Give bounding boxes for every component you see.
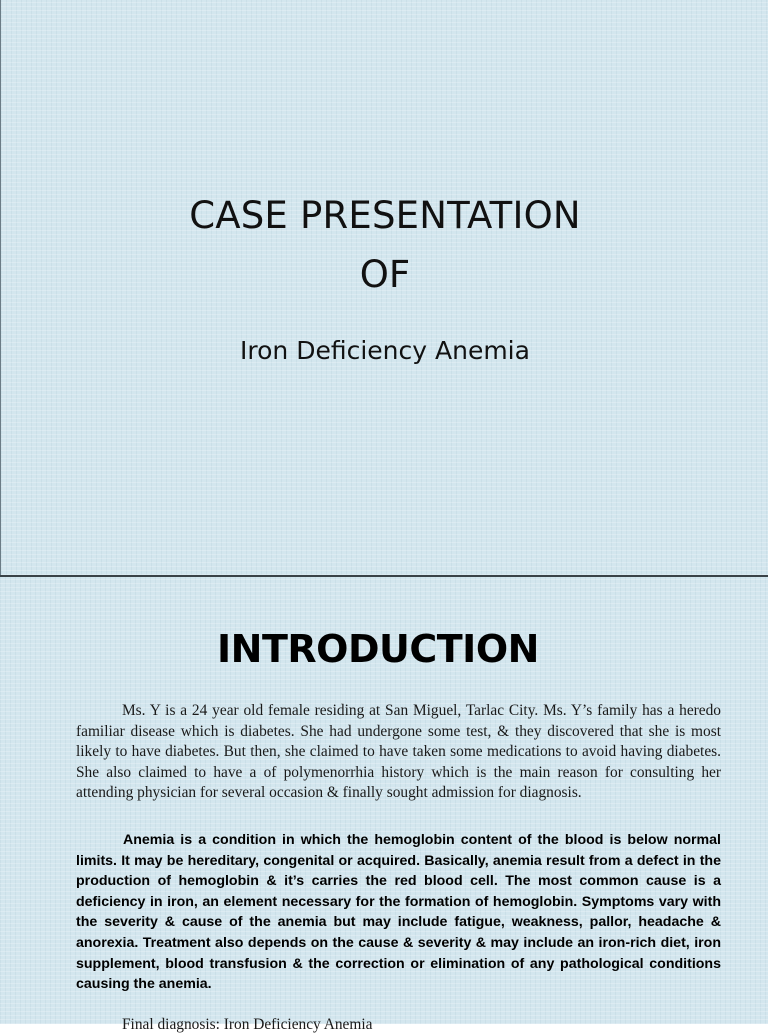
final-diagnosis-paragraph: Final diagnosis: Iron Deficiency Anemia (122, 1016, 373, 1033)
introduction-heading: INTRODUCTION (217, 627, 539, 671)
introduction-slide (0, 577, 768, 1033)
title-line-1: CASE PRESENTATION (189, 194, 581, 237)
title-line-2: OF (359, 253, 411, 296)
anemia-definition-paragraph: Anemia is a condition in which the hemoglobin content of the blood is below normal limits. It may be hereditary, congenital or acquired. Basically, anemia result from a defect in the production of hemoglobin & it’s carries the red blood cell. The most common cause is a deficiency in iron, an element necessary for the formation of hemoglobin. Symptoms vary with the severity & cause of the anemia but may include fatigue, weakness, pallor, headache & anorexia. Treatment also depends on the cause & severity & may include an iron-rich diet, iron supplement, blood transfusion & the correction or elimination of any pathological conditions causing the anemia. (76, 832, 721, 993)
subtitle: Iron Deficiency Anemia (240, 336, 530, 365)
patient-background-paragraph: Ms. Y is a 24 year old female residing at San Miguel, Tarlac City. Ms. Y’s family has a heredo familiar disease which is diabetes. She had undergone some test, & they discovered that she is most likely to have diabetes. But then, she claimed to have taken some medications to avoid having diabetes. She also claimed to have a of polymenorrhia history which is the main reason for consulting her attending physician for several occasion & finally sought admission for diagnosis. (76, 702, 721, 802)
